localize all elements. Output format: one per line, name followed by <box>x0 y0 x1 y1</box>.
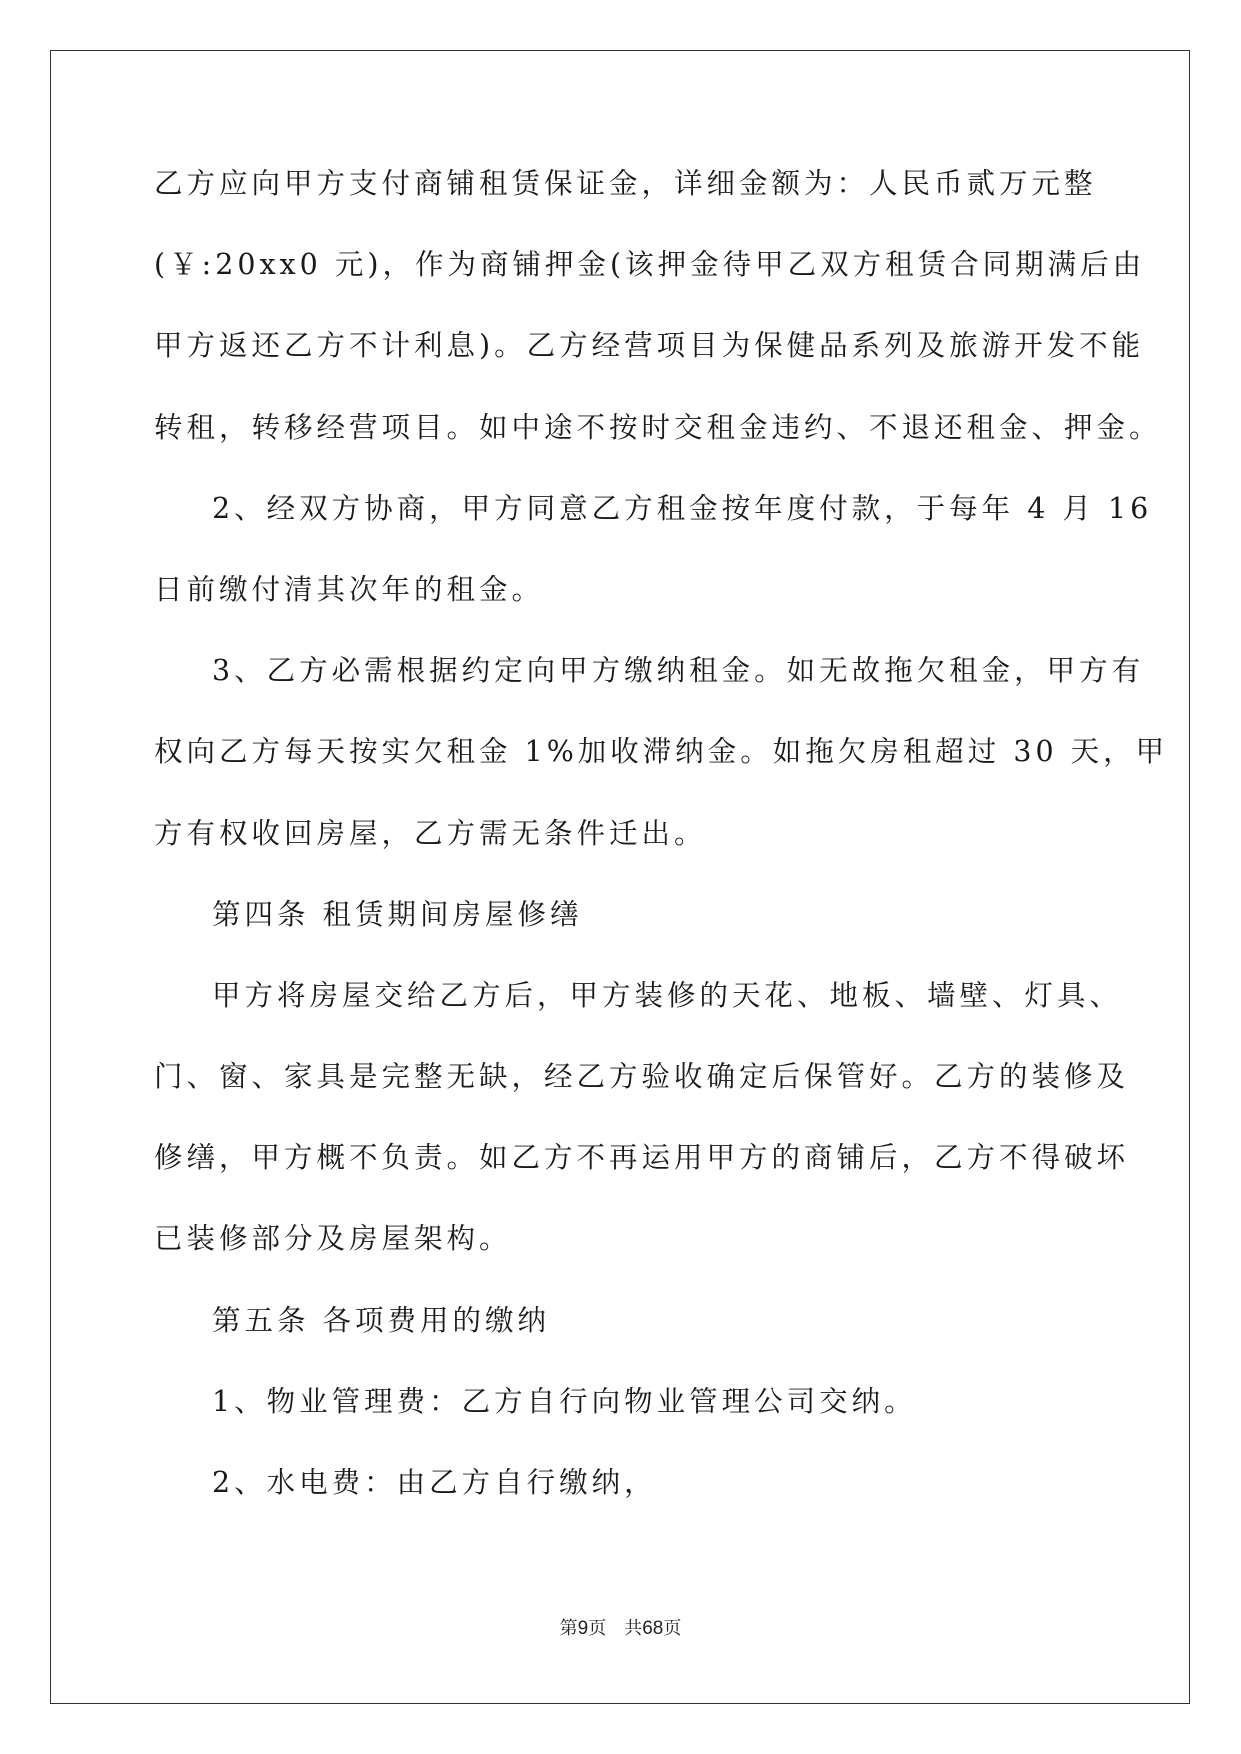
text-line: 权向乙方每天按实欠租金 1%加收滞纳金。如拖欠房租超过 30 天，甲 <box>154 735 1169 769</box>
page-footer <box>0 1614 1241 1640</box>
text-line: 已装修部分及房屋架构。 <box>154 1222 512 1256</box>
text-line: 转租，转移经营项目。如中途不按时交租金违约、不退还租金、押金。 <box>154 410 1162 444</box>
text-line: 乙方应向甲方支付商铺租赁保证金，详细金额为：人民币贰万元整 <box>154 167 1097 200</box>
section-heading: 第五条 各项费用的缴纳 <box>212 1303 551 1337</box>
text-line: 2、经双方协商，甲方同意乙方租金按年度付款，于每年 4 月 16 <box>212 491 1153 525</box>
text-line: 甲方将房屋交给乙方后，甲方装修的天花、地板、墙壁、灯具、 <box>212 978 1123 1012</box>
text-line: 1、物业管理费：乙方自行向物业管理公司交纳。 <box>212 1384 917 1418</box>
text-line: (￥:20xx0 元)，作为商铺押金(该押金待甲乙双方租赁合同期满后由 <box>154 248 1146 282</box>
text-line: 修缮，甲方概不负责。如乙方不再运用甲方的商铺后，乙方不得破坏 <box>154 1141 1130 1175</box>
total-pages: 68 <box>642 1618 664 1639</box>
page-prefix: 第 <box>559 1618 578 1639</box>
document-body <box>154 164 1169 1544</box>
text-line: 甲方返还乙方不计利息)。乙方经营项目为保健品系列及旅游开发不能 <box>154 329 1145 363</box>
page-suffix: 页 <box>588 1618 607 1639</box>
total-prefix: 共 <box>624 1618 643 1639</box>
total-suffix: 页 <box>663 1618 682 1639</box>
text-line: 3、乙方必需根据约定向甲方缴纳租金。如无故拖欠租金，甲方有 <box>212 654 1145 688</box>
text-line: 2、水电费：由乙方自行缴纳， <box>212 1466 657 1499</box>
text-line: 日前缴付清其次年的租金。 <box>154 572 545 606</box>
text-line: 门、窗、家具是完整无缺，经乙方验收确定后保管好。乙方的装修及 <box>154 1060 1130 1094</box>
page-number: 9 <box>577 1618 589 1639</box>
text-line: 方有权收回房屋，乙方需无条件迁出。 <box>154 816 707 850</box>
section-heading: 第四条 租赁期间房屋修缮 <box>212 897 583 931</box>
